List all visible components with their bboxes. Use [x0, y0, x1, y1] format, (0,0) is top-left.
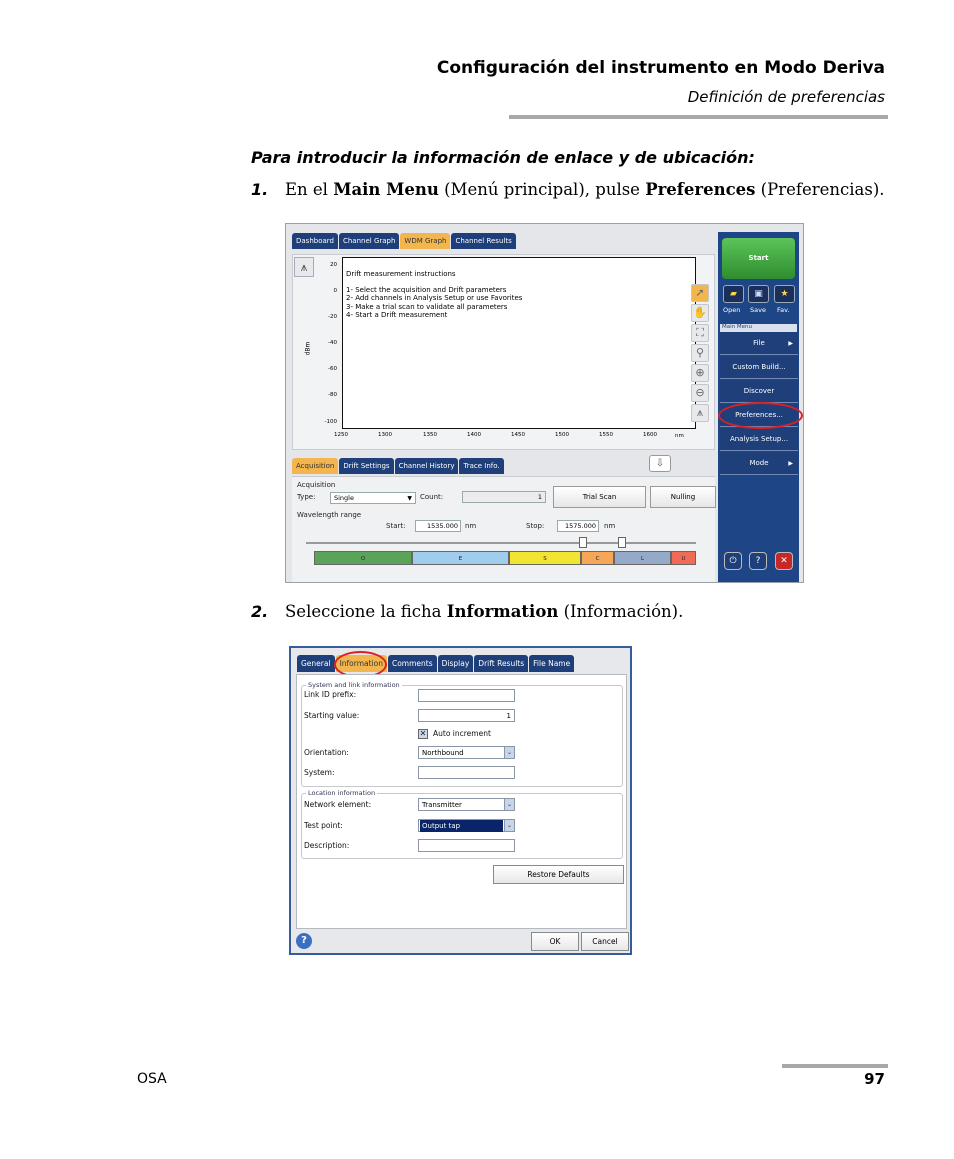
start-wl-unit: nm — [465, 522, 477, 530]
screenshot-preferences-dialog — [289, 646, 632, 955]
screenshot-wdm-graph — [285, 223, 804, 583]
graph-toolbar — [691, 282, 713, 424]
link-prefix-input[interactable] — [418, 689, 515, 702]
acquisition-section-label: Acquisition — [297, 481, 336, 489]
zoom-area-icon[interactable]: ⚲ — [691, 344, 709, 362]
y-tick: 0 — [333, 288, 337, 294]
link-prefix-label: Link ID prefix: — [304, 690, 357, 699]
fav-label: Fav. — [777, 306, 790, 314]
chevron-down-icon: ⌄ — [504, 820, 514, 831]
test-point-label: Test point: — [304, 821, 343, 830]
band-o: O — [314, 551, 412, 565]
tab-channel-history[interactable]: Channel History — [395, 458, 459, 474]
orientation-value: Northbound — [422, 749, 464, 757]
chevron-down-icon: ⌄ — [504, 747, 514, 758]
step-bold-term: Main Menu — [333, 180, 439, 199]
test-point-select[interactable] — [418, 819, 515, 832]
highlight-circle — [718, 402, 803, 429]
range-slider-track — [306, 542, 696, 544]
y-tick: -20 — [328, 314, 337, 320]
top-tabs — [292, 233, 516, 249]
x-tick: 1550 — [599, 432, 613, 438]
close-icon[interactable]: ✕ — [775, 552, 793, 570]
stop-wl-field[interactable]: 1575.000 — [557, 520, 599, 532]
y-tick: -60 — [328, 366, 337, 372]
system-input[interactable] — [418, 766, 515, 779]
tab-general[interactable]: General — [297, 655, 335, 672]
start-wl-field[interactable]: 1535.000 — [415, 520, 461, 532]
stop-wl-unit: nm — [604, 522, 616, 530]
step-1 — [251, 180, 885, 199]
tab-display[interactable]: Display — [438, 655, 474, 672]
x-unit: nm — [675, 433, 684, 439]
menu-item-preferences[interactable]: Preferences... — [720, 404, 798, 427]
description-label: Description: — [304, 841, 350, 850]
tab-channel-results[interactable]: Channel Results — [451, 233, 515, 249]
instructions-title: Drift measurement instructions — [346, 270, 456, 278]
hand-pan-icon[interactable]: ✋ — [691, 304, 709, 322]
nulling-button[interactable]: Nulling — [650, 486, 716, 508]
page-header-title: Configuración del instrumento en Modo Deriva — [436, 58, 885, 78]
step-number: 1. — [251, 180, 269, 199]
x-tick: 1400 — [467, 432, 481, 438]
x-tick: 1450 — [511, 432, 525, 438]
tab-acquisition[interactable]: Acquisition — [292, 458, 338, 474]
instruction-line: 4- Start a Drift measurement — [346, 310, 448, 319]
network-element-label: Network element: — [304, 800, 372, 809]
tab-channel-graph[interactable]: Channel Graph — [339, 233, 399, 249]
zoom-out-icon[interactable]: ⊖ — [691, 384, 709, 402]
plot-area — [342, 257, 696, 429]
step-text: En el — [285, 180, 334, 199]
group-title: Location information — [308, 789, 376, 797]
menu-label: File — [753, 339, 765, 347]
tab-trace-info[interactable]: Trace Info. — [459, 458, 503, 474]
step-text: (Menú principal), pulse — [438, 180, 646, 199]
step-text: Seleccione la ficha — [285, 602, 447, 621]
section-heading: Para introducir la información de enlace y de ubicación: — [251, 148, 755, 167]
y-tick: -40 — [328, 340, 337, 346]
tab-information[interactable]: Information — [336, 655, 387, 672]
menu-item-mode[interactable] — [720, 452, 798, 475]
step-number: 2. — [251, 602, 269, 621]
system-label: System: — [304, 768, 335, 777]
x-tick: 1600 — [643, 432, 657, 438]
test-point-value: Output tap — [420, 820, 503, 832]
instruction-line: 1- Select the acquisition and Drift parameters — [346, 286, 507, 295]
range-slider-start-handle[interactable] — [579, 537, 587, 548]
tab-file-name[interactable]: File Name — [529, 655, 574, 672]
band-e: E — [412, 551, 509, 565]
expand-down-icon[interactable]: ⇩ — [649, 455, 671, 472]
tab-drift-results[interactable]: Drift Results — [474, 655, 528, 672]
menu-item-analysis-setup[interactable]: Analysis Setup... — [720, 428, 798, 451]
ok-button[interactable]: OK — [531, 932, 579, 951]
group-title: System and link information — [308, 681, 400, 689]
graph-area — [292, 254, 715, 450]
menu-item-file[interactable] — [720, 332, 798, 355]
step-bold-term: Information — [446, 602, 559, 621]
auto-increment-label: Auto increment — [433, 729, 491, 738]
description-input[interactable] — [418, 839, 515, 852]
count-label: Count: — [420, 493, 444, 501]
start-wl-label: Start: — [386, 522, 406, 530]
x-tick: 1350 — [423, 432, 437, 438]
count-field[interactable]: 1 — [462, 491, 546, 503]
peak-center-icon[interactable]: ⩚ — [691, 404, 709, 422]
y-tick: -100 — [324, 419, 337, 425]
x-tick: 1300 — [378, 432, 392, 438]
step-text: (Preferencias). — [755, 180, 885, 199]
zoom-fit-icon[interactable]: ⛶ — [691, 324, 709, 342]
save-disk-icon[interactable]: ▣ — [748, 285, 769, 303]
orientation-select[interactable] — [418, 746, 515, 759]
help-icon[interactable]: ? — [749, 552, 767, 570]
dialog-body — [296, 674, 627, 929]
main-menu-label: Main Menu — [720, 324, 797, 332]
instruction-line: 2- Add channels in Analysis Setup or use Favorites — [346, 294, 523, 303]
band-c: C — [581, 551, 614, 565]
zoom-in-icon[interactable]: ⊕ — [691, 364, 709, 382]
tab-comments[interactable]: Comments — [388, 655, 437, 672]
restore-defaults-button[interactable]: Restore Defaults — [493, 865, 624, 884]
instruction-line: 3- Make a trial scan to validate all parameters — [346, 302, 508, 311]
bottom-tabs — [292, 458, 504, 474]
wavelength-range-label: Wavelength range — [297, 511, 362, 519]
range-slider-stop-handle[interactable] — [618, 537, 626, 548]
y-axis-label: dBm — [304, 341, 312, 356]
favorite-star-icon[interactable]: ★ — [774, 285, 795, 303]
arrow-right-icon: ▶ — [788, 460, 793, 467]
menu-item-discover[interactable]: Discover — [720, 380, 798, 403]
x-tick: 1500 — [555, 432, 569, 438]
footer-product: OSA — [137, 1071, 167, 1087]
page-header-subtitle: Definición de preferencias — [687, 88, 885, 106]
orientation-label: Orientation: — [304, 748, 349, 757]
footer-rule — [782, 1064, 888, 1068]
step-bold-term: Preferences — [645, 180, 756, 199]
power-icon[interactable]: ⏻ — [724, 552, 742, 570]
network-element-select[interactable] — [418, 798, 515, 811]
arrow-right-icon: ▶ — [788, 340, 793, 347]
tab-wdm-graph[interactable]: WDM Graph — [400, 233, 450, 249]
step-text: (Información). — [558, 602, 684, 621]
band-u: U — [671, 551, 696, 565]
step-2 — [251, 602, 684, 621]
type-select[interactable] — [330, 492, 416, 504]
band-l: L — [614, 551, 671, 565]
header-rule — [509, 115, 888, 119]
pointer-icon[interactable]: ➚ — [691, 284, 709, 302]
x-tick: 1250 — [334, 432, 348, 438]
menu-label: Mode — [749, 459, 769, 467]
help-icon[interactable]: ? — [296, 933, 312, 949]
menu-item-custom-build[interactable]: Custom Build... — [720, 356, 798, 379]
start-button[interactable]: Start — [722, 238, 795, 279]
open-folder-icon[interactable]: ▰ — [723, 285, 744, 303]
open-label: Open — [723, 306, 741, 314]
peak-icon[interactable]: ⩚ — [294, 257, 314, 277]
tab-drift-settings[interactable]: Drift Settings — [339, 458, 393, 474]
band-s: S — [509, 551, 581, 565]
chevron-down-icon: ▼ — [407, 495, 412, 502]
tab-dashboard[interactable]: Dashboard — [292, 233, 338, 249]
type-label: Type: — [297, 493, 316, 501]
auto-increment-checkbox[interactable]: ✕ — [419, 729, 427, 738]
stop-wl-label: Stop: — [526, 522, 545, 530]
starting-value-input[interactable]: 1 — [418, 709, 515, 722]
y-tick: -80 — [328, 392, 337, 398]
drift-instructions — [346, 270, 522, 319]
cancel-button[interactable]: Cancel — [581, 932, 629, 951]
chevron-down-icon: ⌄ — [504, 799, 514, 810]
save-label: Save — [750, 306, 766, 314]
type-value: Single — [334, 494, 354, 502]
network-element-value: Transmitter — [422, 801, 462, 809]
trial-scan-button[interactable]: Trial Scan — [553, 486, 646, 508]
y-tick: 20 — [330, 262, 337, 268]
page-number: 97 — [864, 1070, 885, 1088]
starting-value-label: Starting value: — [304, 711, 360, 720]
